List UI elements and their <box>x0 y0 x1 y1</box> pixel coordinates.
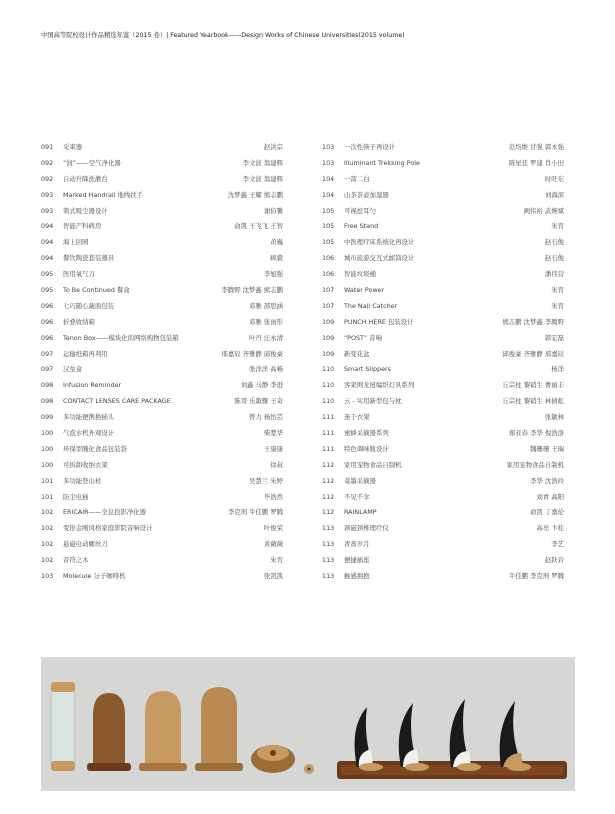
entry-page-number: 093 <box>41 206 54 215</box>
entry-title: Marked Handrail 地线扶手 <box>63 190 144 199</box>
entry-page-number: 098 <box>41 397 54 406</box>
entry-page-number: 093 <box>41 190 54 199</box>
index-entry <box>322 426 564 442</box>
entry-authors: 谢伯馨 <box>263 206 283 215</box>
index-entry <box>322 251 564 267</box>
entry-title: 青蔷岁月 <box>344 540 370 549</box>
entry-authors: 邓雅 邵思涵 <box>249 301 283 310</box>
entry-authors: 丘宗柱 黎销生 林倩虹 <box>502 397 564 406</box>
index-entry <box>41 410 283 426</box>
index-entry <box>41 299 283 315</box>
entry-title: 音符之木 <box>63 556 89 565</box>
entry-authors: 毕浩然 <box>263 492 283 501</box>
entry-page-number: 095 <box>41 270 54 279</box>
entry-title: CONTACT LENSES CARE PACKAGE <box>63 397 171 406</box>
entry-title: 山茶茶壶加湿器 <box>344 190 389 199</box>
entry-title: Free Stand <box>344 222 379 231</box>
entry-authors: 李艺 <box>551 540 564 549</box>
index-entry <box>41 378 283 394</box>
entry-authors: 张洋洋 高畅 <box>249 365 283 374</box>
entry-title: Water Power <box>344 286 385 295</box>
entry-title: Tenon Box——模块化的网络购物包装箱 <box>63 333 179 342</box>
index-entry <box>41 474 283 490</box>
entry-page-number: 103 <box>41 572 54 581</box>
entry-title: Illuminant Trekking Pole <box>344 158 420 167</box>
entry-page-number: 112 <box>322 460 335 469</box>
index-entry <box>322 378 564 394</box>
index-entry <box>322 537 564 553</box>
index-entry <box>322 315 564 331</box>
index-entry <box>41 251 283 267</box>
entry-authors: 郑亚春 李华 倪浩洛 <box>508 429 564 438</box>
index-column-right <box>322 140 564 585</box>
index-entry <box>41 188 283 204</box>
entry-authors: 李文波 翁建辉 <box>242 174 283 183</box>
entry-authors: 李文波 翁建辉 <box>242 158 283 167</box>
entry-page-number: 094 <box>41 254 54 263</box>
entry-authors: 俞凯 丁嘉伦 <box>530 508 564 517</box>
entry-authors: 赵洪宗 <box>263 143 283 151</box>
entry-page-number: 097 <box>41 365 54 374</box>
entry-title: To Be Continued 餐盒 <box>63 286 130 295</box>
entry-authors: 熊志鹏 沈梦鑫 李腾野 <box>502 317 564 326</box>
index-entry <box>41 235 283 251</box>
entry-authors: 阙伟裕 武婉斌 <box>523 206 564 215</box>
entry-authors: 叶丹 汪永清 <box>249 333 283 342</box>
entry-title: 智能产科病房 <box>63 222 102 231</box>
entry-title: 便捷插座 <box>344 556 370 565</box>
entry-authors: 赵石俊 <box>544 238 564 247</box>
entry-authors: 牛佳鹏 李克刑 罗腾 <box>508 572 564 581</box>
index-entry <box>41 331 283 347</box>
entry-authors: 赵石俊 <box>544 254 564 263</box>
wooden-bowl-object <box>251 745 314 774</box>
entry-authors: 杨洋 <box>551 365 564 374</box>
index-entry <box>322 410 564 426</box>
entry-title: 触感拥抱 <box>344 572 370 581</box>
index-entry <box>41 505 283 521</box>
entry-page-number: 103 <box>322 158 335 167</box>
entry-authors: 李腾野 沈梦鑫 熊志鹏 <box>221 286 283 295</box>
entry-title: 自动升降洗漱台 <box>63 174 108 183</box>
entry-title: “POST” 音响 <box>344 333 382 342</box>
index-entry <box>322 140 564 156</box>
entry-page-number: 092 <box>41 174 54 183</box>
entry-page-number: 110 <box>322 381 335 390</box>
entry-page-number: 104 <box>322 190 335 199</box>
entry-title: 餐饮陶瓷套装器具 <box>63 254 115 263</box>
index-entry <box>41 442 283 458</box>
index-entry <box>322 458 564 474</box>
entry-authors: 李旭强 <box>263 270 283 279</box>
entry-page-number: 112 <box>322 476 335 485</box>
product-photo <box>41 657 575 791</box>
entry-authors: 李克刑 牛佳鹏 罗腾 <box>227 508 283 517</box>
entry-authors: 吴慧兰 朱婷 <box>249 476 283 485</box>
entry-title: 多功能登山杖 <box>63 476 102 485</box>
entry-title: 迷于衣架 <box>344 413 370 422</box>
entry-title: 蜜蜂采摘器系列 <box>344 429 389 438</box>
entry-page-number: 100 <box>41 429 54 438</box>
entry-authors: 张敏林 <box>544 413 564 422</box>
entry-page-number: 100 <box>41 460 54 469</box>
entry-page-number: 092 <box>41 158 54 167</box>
index-entry <box>41 267 283 283</box>
entry-authors: 朱宵 <box>551 222 564 231</box>
entry-page-number: 113 <box>322 524 335 533</box>
entry-page-number: 109 <box>322 317 335 326</box>
entry-page-number: 109 <box>322 349 335 358</box>
index-entry <box>322 362 564 378</box>
entry-page-number: 095 <box>41 286 54 295</box>
entry-page-number: 100 <box>41 444 54 453</box>
entry-title: 颈磁颈椎理疗仪 <box>344 524 389 533</box>
entry-page-number: 106 <box>322 270 335 279</box>
entry-page-number: 102 <box>41 556 54 565</box>
index-entry <box>41 490 283 506</box>
entry-authors: 时旺东 <box>544 174 564 183</box>
entry-authors: 张凯凯 <box>263 572 283 581</box>
running-header: 中国高等院校设计作品精选年鉴（2015 卷）| Featured Yearbook——Design Works of Chinese Universities(2015 volume) <box>41 32 405 39</box>
index-entry <box>322 331 564 347</box>
index-entry <box>41 315 283 331</box>
entry-authors: 朱宵 <box>551 301 564 310</box>
entry-title: 家用宠物食品自制机 <box>344 460 402 469</box>
entry-title: 可拆卸收纳衣架 <box>63 460 108 469</box>
entry-authors: 朱宵 <box>551 286 564 295</box>
entry-title: 悬磁电动螺丝刀 <box>63 540 108 549</box>
index-entry <box>322 219 564 235</box>
entry-title: Smart Slippers <box>344 365 391 374</box>
index-entry <box>322 442 564 458</box>
entry-authors: 黄薇薇 <box>263 540 283 549</box>
entry-title: 新变花盆 <box>344 349 370 358</box>
entry-page-number: 111 <box>322 444 335 453</box>
horn-tray-object <box>337 699 567 779</box>
entry-authors: 黄巍 <box>270 238 283 247</box>
entry-title: PUNCH HERE 包装设计 <box>344 317 414 326</box>
index-entry <box>322 172 564 188</box>
index-entry <box>322 490 564 506</box>
entry-authors: 沈梦鑫 王耀 熊志鹏 <box>227 190 283 199</box>
entry-authors: 李华 沈浩玲 <box>530 476 564 485</box>
entry-title: 不见不伞 <box>344 492 370 501</box>
entry-authors: 刘鑫 马静 李进 <box>240 381 283 390</box>
entry-authors: 高亮 卞桂 <box>536 524 564 533</box>
entry-page-number: 110 <box>322 397 335 406</box>
entry-title: 菜墨采摘器 <box>344 476 376 485</box>
index-entry <box>322 569 564 585</box>
entry-title: 一箭二白 <box>344 174 370 183</box>
entry-title: 城市旅游交互式邮筒设计 <box>344 254 415 263</box>
entry-page-number: 104 <box>322 174 335 183</box>
entry-title: RAINLAMP <box>344 508 377 517</box>
entry-page-number: 102 <box>41 524 54 533</box>
entry-title: 七巧随心蔬面包装 <box>63 301 115 310</box>
entry-page-number: 111 <box>322 413 335 422</box>
index-entry <box>41 426 283 442</box>
entry-page-number: 094 <box>41 238 54 247</box>
index-entry <box>322 521 564 537</box>
index-entry <box>41 458 283 474</box>
entry-authors: 刘海滨 <box>544 190 564 199</box>
entry-title: 折叠收纳箱 <box>63 317 95 326</box>
index-entry <box>41 362 283 378</box>
product-photo-illustration <box>41 657 575 791</box>
entry-page-number: 105 <box>322 238 335 247</box>
entry-authors: 陈哥 乐越骤 王奇 <box>234 397 283 406</box>
index-entry <box>41 219 283 235</box>
entry-page-number: 096 <box>41 317 54 326</box>
index-entry <box>322 283 564 299</box>
entry-page-number: 099 <box>41 413 54 422</box>
entry-page-number: 107 <box>322 301 335 310</box>
index-entry <box>41 394 283 410</box>
glass-cylinder-object <box>51 682 75 771</box>
entry-title: 环保型腌化食品包装袋 <box>63 444 127 453</box>
index-column-left <box>41 140 283 585</box>
entry-authors: 柴楚华 <box>263 429 283 438</box>
entry-title: “润”——空气净化器 <box>63 158 121 167</box>
entry-page-number: 101 <box>41 492 54 501</box>
index-entry <box>41 347 283 363</box>
entry-page-number: 113 <box>322 540 335 549</box>
entry-page-number: 097 <box>41 349 54 358</box>
index-entry <box>322 505 564 521</box>
entry-authors: 朱宵 <box>270 556 283 565</box>
entry-authors: 王康康 <box>263 444 283 453</box>
entry-authors: 郭宏磊 <box>544 333 564 342</box>
index-entry <box>322 235 564 251</box>
entry-page-number: 096 <box>41 333 54 342</box>
index-entry <box>322 204 564 220</box>
entry-title: 特色调味瓶设计 <box>344 444 389 453</box>
index-entry <box>322 474 564 490</box>
entry-page-number: 101 <box>41 476 54 485</box>
entry-page-number: 102 <box>41 508 54 517</box>
entry-page-number: 106 <box>322 254 335 263</box>
entry-authors: 邢嘉辰 齐雅静 邱俊豪 <box>221 349 283 358</box>
entry-page-number: 103 <box>322 143 335 151</box>
entry-page-number: 098 <box>41 381 54 390</box>
entry-authors: 叶俊荣 <box>263 524 283 533</box>
index-entry <box>41 172 283 188</box>
index-entry <box>41 521 283 537</box>
entry-page-number: 112 <box>322 492 335 501</box>
index-entry <box>41 569 283 585</box>
entry-page-number: 110 <box>322 365 335 374</box>
entry-authors: 陈星廷 罗建 肖小田 <box>508 158 564 167</box>
entry-page-number: 102 <box>41 540 54 549</box>
entry-title: 简式吸尘器设计 <box>63 206 108 215</box>
index-entry <box>41 204 283 220</box>
entry-authors: 范均维 甘强 郭永强 <box>508 143 564 151</box>
entry-title: 医用氧气刀 <box>63 270 95 279</box>
entry-title: 防尘电插 <box>63 492 89 501</box>
entry-title: 一次性筷子再设计 <box>344 143 396 151</box>
entry-authors: 潘伟营 <box>544 270 564 279</box>
entry-page-number: 107 <box>322 286 335 295</box>
entry-title: 运输纸箱再利用 <box>63 349 108 358</box>
index-entry <box>41 156 283 172</box>
entry-authors: 徐叔 <box>270 460 283 469</box>
entry-authors: 俞凯 王飞飞 王智 <box>234 222 283 231</box>
entry-page-number: 112 <box>322 508 335 517</box>
entry-authors: 丘宗柱 黎销生 曹丽丰 <box>502 381 564 390</box>
entry-page-number: 091 <box>41 143 54 151</box>
wooden-dome-objects <box>87 687 243 771</box>
entry-title: 气泡水机外观设计 <box>63 429 115 438</box>
index-entry <box>41 537 283 553</box>
entry-title: Molecule 分子咖啡机 <box>63 572 126 581</box>
entry-title: 中医理疗床系统化再设计 <box>344 238 415 247</box>
entry-title: 智能垃圾桶 <box>344 270 376 279</box>
index-entry <box>41 553 283 569</box>
entry-page-number: 094 <box>41 222 54 231</box>
entry-authors: 赵跃岩 <box>544 556 564 565</box>
entry-title: 变形金刚风格家庭影院音响设计 <box>63 524 153 533</box>
index-entry <box>322 188 564 204</box>
entry-title: 多功能便携换插头 <box>63 413 115 422</box>
entry-title: 海上回园 <box>63 238 89 247</box>
entry-authors: 刘青 高阳 <box>536 492 564 501</box>
index-entry <box>322 394 564 410</box>
entry-title: 可视挖耳勺 <box>344 206 376 215</box>
entry-authors: 曾力 杨怡芸 <box>249 413 283 422</box>
index-entry <box>322 553 564 569</box>
entry-page-number: 109 <box>322 333 335 342</box>
entry-title: Infusion Reminder <box>63 381 122 390</box>
entry-authors: 邱俊豪 齐雅静 邢嘉辰 <box>502 349 564 358</box>
entry-title: ERICAIR——全息投影净化器 <box>63 508 147 517</box>
entry-title: 客家围龙屋编织灯具系列 <box>344 381 415 390</box>
index-entry <box>41 140 283 156</box>
entry-page-number: 096 <box>41 301 54 310</box>
entry-title: 云 - 实用新型包与枕 <box>344 397 402 406</box>
index-entry <box>322 347 564 363</box>
entry-page-number: 113 <box>322 572 335 581</box>
entry-authors: 魏珊珊 王瑞 <box>530 444 564 453</box>
entry-authors: 家用宠物食品自制机 <box>506 460 564 469</box>
index-entry <box>322 267 564 283</box>
index-entry <box>322 156 564 172</box>
entry-authors: 邓雅 张雨彤 <box>249 317 283 326</box>
entry-title: 汉垒盒 <box>63 365 83 374</box>
entry-title: 采束器 <box>63 143 83 151</box>
index-entry <box>322 299 564 315</box>
entry-page-number: 113 <box>322 556 335 565</box>
entry-title: The Nail Catcher <box>344 301 398 310</box>
entry-page-number: 105 <box>322 222 335 231</box>
index-entry <box>41 283 283 299</box>
entry-authors: 顾毅 <box>270 254 283 263</box>
entry-page-number: 111 <box>322 429 335 438</box>
entry-page-number: 105 <box>322 206 335 215</box>
